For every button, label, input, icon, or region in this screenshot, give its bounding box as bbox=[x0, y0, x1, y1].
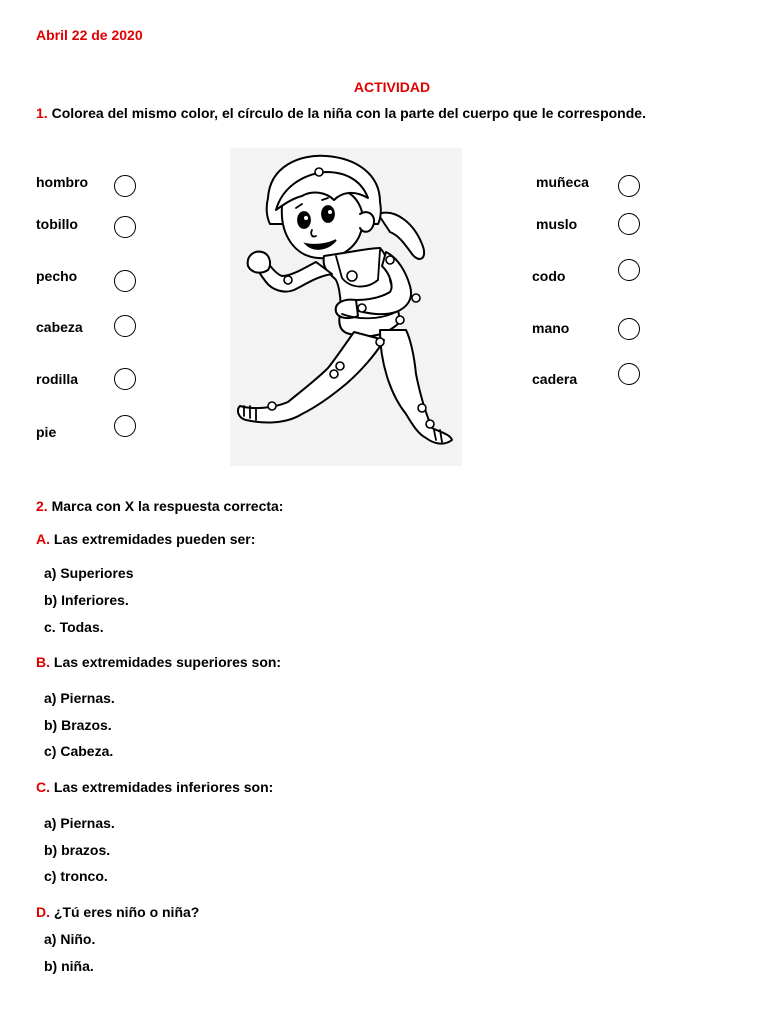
part-label-rodilla: rodilla bbox=[36, 371, 79, 387]
answer-circle-muneca[interactable] bbox=[618, 175, 640, 197]
question-c bbox=[36, 779, 273, 795]
part-label-muslo: muslo bbox=[536, 216, 578, 232]
answer-circle-cadera[interactable] bbox=[618, 363, 640, 385]
part-label-mano: mano bbox=[532, 320, 570, 336]
answer-circle-rodilla[interactable] bbox=[114, 368, 136, 390]
question-b-letter: B. bbox=[36, 654, 50, 670]
girl-body-illustration bbox=[230, 148, 462, 466]
option-b-1[interactable]: a) Piernas. bbox=[44, 690, 115, 706]
answer-circle-pie[interactable] bbox=[114, 415, 136, 437]
question-1-number: 1. bbox=[36, 105, 48, 121]
option-a-1[interactable]: a) Superiores bbox=[44, 565, 134, 581]
part-label-pecho: pecho bbox=[36, 268, 78, 284]
option-a-2[interactable]: b) Inferiores. bbox=[44, 592, 129, 608]
answer-circle-hombro[interactable] bbox=[114, 175, 136, 197]
activity-title: ACTIVIDAD bbox=[353, 79, 431, 95]
part-label-tobillo: tobillo bbox=[36, 216, 78, 232]
question-c-text: Las extremidades inferiores son: bbox=[53, 779, 274, 795]
part-label-muneca: muñeca bbox=[536, 174, 589, 190]
question-2-number: 2. bbox=[36, 498, 48, 514]
option-d-2[interactable]: b) niña. bbox=[44, 958, 94, 974]
part-label-codo: codo bbox=[532, 268, 566, 284]
option-c-2[interactable]: b) brazos. bbox=[44, 842, 111, 858]
answer-circle-muslo[interactable] bbox=[618, 213, 640, 235]
question-b-text: Las extremidades superiores son: bbox=[53, 654, 282, 670]
question-a-text: Las extremidades pueden ser: bbox=[53, 531, 256, 547]
option-b-3[interactable]: c) Cabeza. bbox=[44, 743, 114, 759]
question-b bbox=[36, 654, 281, 670]
part-label-hombro: hombro bbox=[36, 174, 89, 190]
question-2-text: Marca con X la respuesta correcta: bbox=[51, 498, 284, 514]
question-a-letter: A. bbox=[36, 531, 50, 547]
part-label-pie: pie bbox=[36, 424, 57, 440]
question-d-letter: D. bbox=[36, 904, 50, 920]
answer-circle-mano[interactable] bbox=[618, 318, 640, 340]
option-d-1[interactable]: a) Niño. bbox=[44, 931, 96, 947]
option-b-2[interactable]: b) Brazos. bbox=[44, 717, 112, 733]
part-label-cadera: cadera bbox=[532, 371, 578, 387]
option-a-3[interactable]: c. Todas. bbox=[44, 619, 104, 635]
option-c-1[interactable]: a) Piernas. bbox=[44, 815, 115, 831]
question-c-letter: C. bbox=[36, 779, 50, 795]
answer-circle-codo[interactable] bbox=[618, 259, 640, 281]
date: Abril 22 de 2020 bbox=[36, 27, 143, 43]
option-c-3[interactable]: c) tronco. bbox=[44, 868, 108, 884]
question-1 bbox=[36, 105, 646, 121]
question-d-text: ¿Tú eres niño o niña? bbox=[53, 904, 200, 920]
question-a bbox=[36, 531, 255, 547]
part-label-cabeza: cabeza bbox=[36, 319, 83, 335]
question-1-text: Colorea del mismo color, el círculo de la niña con la parte del cuerpo que le corresponde. bbox=[51, 105, 646, 121]
question-d bbox=[36, 904, 199, 920]
answer-circle-pecho[interactable] bbox=[114, 270, 136, 292]
answer-circle-cabeza[interactable] bbox=[114, 315, 136, 337]
answer-circle-tobillo[interactable] bbox=[114, 216, 136, 238]
question-2 bbox=[36, 498, 283, 514]
